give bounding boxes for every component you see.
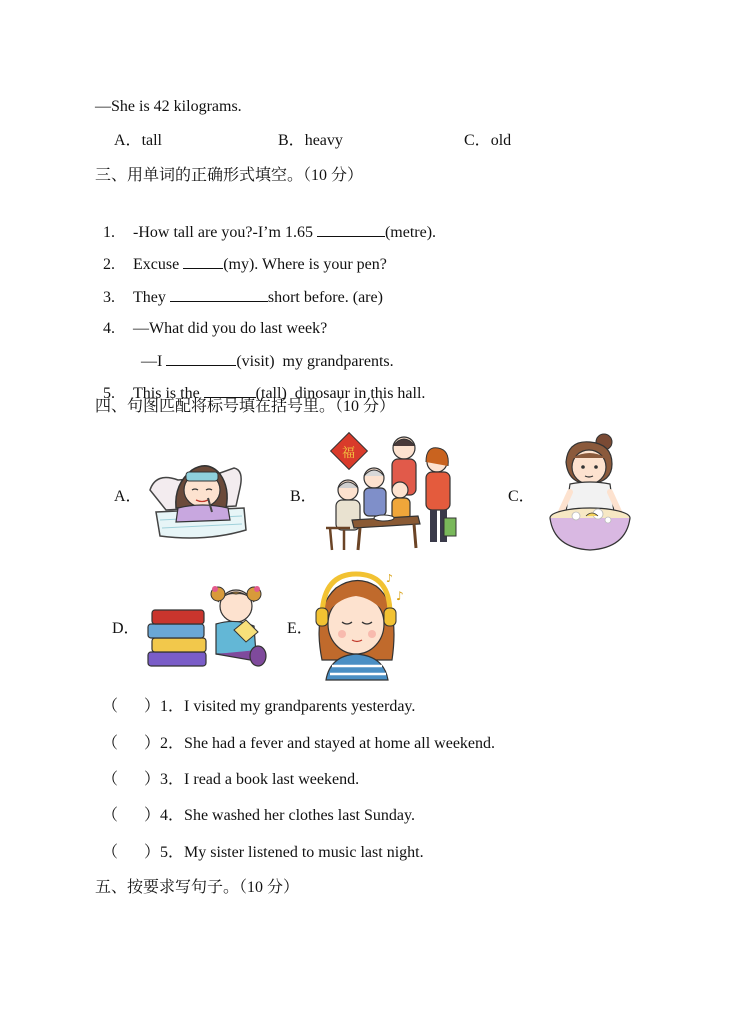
sick-girl-illustration bbox=[146, 450, 250, 542]
answer-paren-open[interactable]: （ bbox=[102, 698, 119, 715]
section5-heading: 五、按要求写句子。（10 分） bbox=[95, 879, 300, 896]
washing-clothes-illustration bbox=[546, 432, 638, 556]
option-a: A．tall bbox=[114, 132, 162, 149]
match-sentence-1: （ ）1．I visited my grandparents yesterday. bbox=[102, 698, 416, 715]
s3-item-2: 2. Excuse (my). Where is your pen? bbox=[103, 256, 387, 273]
s3-item-4-answer: —I (visit) my grandparents. bbox=[141, 353, 394, 370]
s3-item-3: 3. They short before. (are) bbox=[103, 289, 383, 306]
s3-item-4: 4. —What did you do last week? bbox=[103, 320, 328, 337]
picture-label-d: D． bbox=[112, 620, 140, 637]
blank-5[interactable] bbox=[204, 383, 256, 398]
picture-label-a: A． bbox=[114, 488, 142, 505]
fu-character: 福 bbox=[342, 446, 356, 461]
girl-reading-illustration bbox=[146, 580, 270, 672]
svg-text:♪: ♪ bbox=[386, 572, 394, 585]
picture-label-e: E． bbox=[287, 620, 313, 637]
picture-label-b: B． bbox=[290, 488, 317, 505]
family-grandparents-illustration bbox=[322, 432, 462, 552]
option-b: B．heavy bbox=[278, 132, 343, 149]
answer-paren-open[interactable]: （ bbox=[102, 844, 119, 861]
answer-paren-open[interactable]: （ bbox=[102, 735, 119, 752]
svg-text:♪: ♪ bbox=[396, 589, 404, 603]
match-sentence-3: （ ）3．I read a book last weekend. bbox=[102, 771, 360, 788]
girl-music-illustration bbox=[312, 570, 410, 682]
section3-heading: 三、用单词的正确形式填空。（10 分） bbox=[95, 167, 364, 184]
answer-line: —She is 42 kilograms. bbox=[95, 98, 242, 115]
section4-heading: 四、句图匹配将标号填在括号里。（10 分） bbox=[95, 398, 396, 415]
s3-item-5: 5. This is the (tall) dinosaur in this hall. bbox=[103, 385, 426, 402]
match-sentence-4: （ ）4．She washed her clothes last Sunday. bbox=[102, 807, 415, 824]
answer-paren-open[interactable]: （ bbox=[102, 807, 119, 824]
match-sentence-2: （ ）2．She had a fever and stayed at home all weekend. bbox=[102, 735, 496, 752]
picture-label-c: C． bbox=[508, 488, 535, 505]
match-sentence-5: （ ）5．My sister listened to music last night. bbox=[102, 844, 424, 861]
s3-item-1: 1. -How tall are you?-I’m 1.65 (metre). bbox=[103, 224, 437, 241]
answer-paren-open[interactable]: （ bbox=[102, 771, 119, 788]
option-c: C．old bbox=[464, 132, 512, 149]
